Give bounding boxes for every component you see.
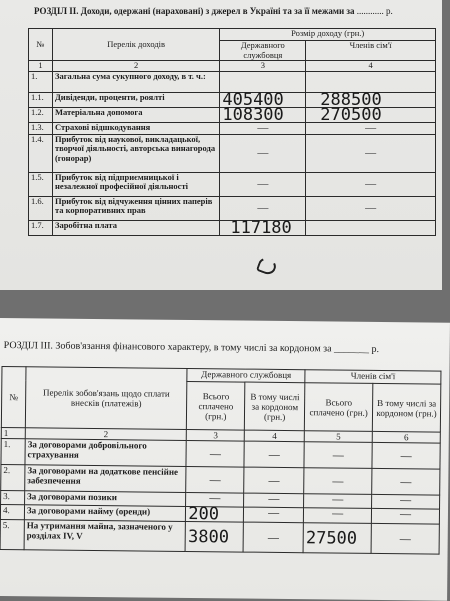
obligations-row-official-abroad: — — [244, 467, 304, 494]
obligations-row-official-total: — — [186, 440, 244, 467]
obligations-row-family-total: — — [304, 468, 372, 495]
income-row-name: Страхові відшкодування — [52, 122, 219, 134]
income-row — [29, 220, 436, 235]
income-row-official: — — [220, 134, 306, 172]
obligations-colnum-6: 6 — [372, 431, 440, 443]
income-row-family: — — [306, 196, 436, 220]
income-header-name: Перелік доходів — [52, 29, 219, 61]
income-row — [29, 196, 436, 220]
income-row-official: 405400 — [220, 92, 306, 107]
income-header-family: Членів сім'ї — [306, 41, 436, 61]
income-colnum-2: 2 — [52, 61, 219, 72]
obligations-row-num: 3. — [1, 491, 25, 505]
obligations-row-family-abroad: — — [372, 442, 440, 469]
income-row-num: 1.4. — [29, 134, 53, 172]
income-colnum-4: 4 — [306, 61, 436, 72]
section-2-title-tail: р. — [386, 6, 393, 16]
obligations-row-num: 2. — [1, 465, 25, 491]
obligations-row-num: 1. — [1, 439, 25, 465]
obligations-header-official: Державного службовця — [187, 368, 305, 382]
obligations-colnum-5: 5 — [304, 431, 372, 443]
income-row-num: 1.7. — [29, 220, 53, 235]
obligations-colnum-3: 3 — [187, 429, 245, 441]
income-row-num: 1.1. — [29, 92, 53, 107]
income-row — [29, 134, 436, 172]
income-row-name: Прибуток від наукової, викладацької, творчої діяльності, авторська винагорода (гонорар) — [52, 134, 219, 172]
obligations-row-official-abroad: — — [244, 493, 304, 508]
income-row-official: — — [220, 196, 306, 220]
income-row-family: — — [306, 172, 436, 196]
income-row-num: 1.5. — [29, 172, 53, 196]
income-row-family: 288500 — [306, 92, 436, 107]
income-row-name: Загальна сума сукупного доходу, в т. ч.: — [52, 71, 219, 92]
obligations-row-family-total: 27500 — [303, 523, 371, 554]
obligations-row — [0, 520, 439, 555]
obligations-header-name: Перелік зобов'язань щодо сплати внесків (платежів) — [25, 367, 187, 430]
income-row-official — [220, 71, 306, 92]
income-row — [29, 172, 436, 196]
signature-mark — [256, 255, 278, 276]
obligations-row-official-abroad: — — [244, 507, 304, 523]
income-row-num: 1.3. — [29, 122, 53, 134]
obligations-row-official-total: 3800 — [185, 521, 243, 552]
income-row-official: — — [220, 172, 306, 196]
income-row-num: 1.6. — [29, 196, 53, 220]
obligations-header-family-abroad: В тому числі за кордоном (грн.) — [372, 383, 440, 432]
obligations-table — [0, 366, 441, 555]
income-row — [29, 107, 436, 122]
obligations-row-family-abroad: — — [372, 468, 440, 495]
income-header-size: Розмір доходу (грн.) — [220, 29, 436, 41]
income-table — [28, 28, 436, 236]
obligations-row-official-abroad: — — [243, 522, 303, 553]
income-row-num: 1. — [29, 71, 53, 92]
obligations-row-family-abroad: — — [371, 508, 439, 524]
section-3-title: РОЗДІЛ III. Зобов'язання фінансового характеру, в тому числі за кордоном за _______ р. — [3, 340, 380, 355]
declaration-page-section-3 — [0, 318, 450, 601]
income-row-family — [306, 220, 436, 235]
obligations-colnum-4: 4 — [245, 430, 305, 442]
obligations-row-name: За договорами найму (оренди) — [24, 505, 186, 522]
obligations-row-name: За договорами позики — [24, 491, 186, 507]
income-row-name: Дивіденди, проценти, роялті — [52, 92, 219, 107]
declaration-page-section-2 — [0, 0, 442, 290]
section-2-title — [34, 6, 393, 16]
obligations-row-family-total: — — [304, 508, 372, 524]
income-row-name: Прибуток від відчуження цінних паперів та корпоративних прав — [52, 196, 219, 220]
income-row-name: Матеріальна допомога — [52, 107, 219, 122]
obligations-header-official-abroad: В тому числі за кордоном (грн.) — [245, 382, 305, 431]
income-row-family: 270500 — [306, 107, 436, 122]
obligations-colnum-2: 2 — [25, 428, 187, 441]
income-header-official: Державного службовця — [220, 41, 306, 61]
income-row-official: 117180 — [220, 220, 306, 235]
obligations-row-official-total: 200 — [186, 506, 244, 522]
obligations-row-official-total: — — [186, 492, 244, 507]
obligations-colnum-1: 1 — [1, 428, 25, 439]
section-2-title-text: РОЗДІЛ II. Доходи, одержані (нараховані) з джерел в Україні та за її межами за — [34, 6, 355, 16]
income-row-num: 1.2. — [29, 107, 53, 122]
obligations-row-family-total: — — [304, 494, 372, 509]
obligations-row-name: За договорами добровільного страхування — [25, 439, 187, 467]
obligations-row-name: На утримання майна, зазначеного у розділах IV, V — [24, 520, 186, 552]
income-row-family: — — [306, 122, 436, 134]
obligations-row-family-abroad: — — [371, 523, 439, 554]
obligations-row-official-total: — — [186, 466, 244, 493]
obligations-row-family-total: — — [304, 442, 372, 469]
income-row-name: Заробітна плата — [52, 220, 219, 235]
income-header-num: № — [29, 29, 53, 61]
income-row-family — [306, 71, 436, 92]
obligations-header-official-total: Всього сплачено (грн.) — [187, 381, 245, 430]
income-colnum-3: 3 — [220, 61, 306, 72]
obligations-header-family-total: Всього сплачено (грн.) — [305, 383, 373, 432]
income-row-official: — — [220, 122, 306, 134]
obligations-header-num: № — [1, 367, 26, 428]
obligations-row-official-abroad: — — [244, 441, 304, 468]
obligations-row-family-abroad: — — [372, 494, 440, 509]
income-row-family: — — [306, 134, 436, 172]
income-row-name: Прибуток від підприємницької і незалежної професійної діяльності — [52, 172, 219, 196]
income-colnum-1: 1 — [29, 61, 53, 72]
obligations-header-family: Членів сім'ї — [305, 370, 441, 384]
obligations-row-num: 4. — [0, 505, 24, 520]
obligations-row-name: За договорами на додаткове пенсійне забезпечення — [25, 465, 187, 493]
income-row-official: 108300 — [220, 107, 306, 122]
obligations-row-num: 5. — [0, 520, 24, 550]
income-row — [29, 71, 436, 92]
section-2-year-blank: ............ — [356, 6, 384, 16]
